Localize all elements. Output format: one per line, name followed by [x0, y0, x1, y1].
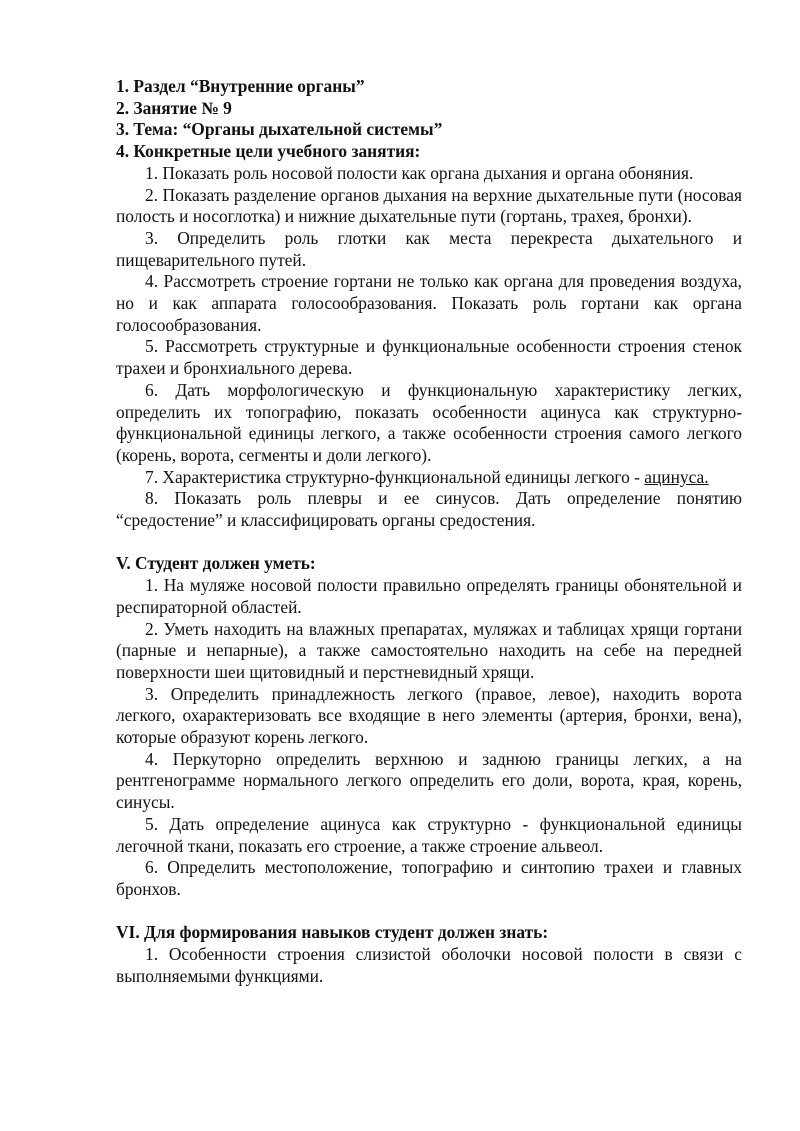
skill-item-5: 5. Дать определение ацинуса как структурно - функциональной единицы легочной ткани, показать его строение, а также строение альвеол. — [116, 813, 742, 856]
goal-item-7-underlined: ацинуса. — [644, 466, 709, 487]
skill-item-3: 3. Определить принадлежность легкого (правое, левое), находить ворота легкого, охарактеризовать все входящие в него элементы (артерия, бронхи, вена), которые образуют корень легкого. — [116, 683, 742, 748]
goal-item-6: 6. Дать морфологическую и функциональную характеристику легких, определить их топографию, показать особенности ацинуса как структурно-функциональной единицы легкого, а также особенности строения самого легкого (корень, ворота, сегменты и доли легкого). — [116, 379, 742, 465]
goal-item-1: 1. Показать роль носовой полости как органа дыхания и органа обоняния. — [145, 162, 694, 183]
goal-item-7-text: 7. Характеристика структурно-функциональной единицы легкого - — [145, 466, 645, 487]
goal-item-7 — [116, 467, 742, 489]
goal-item-2: 2. Показать разделение органов дыхания на верхние дыхательные пути (носовая полость и носоглотка) и нижние дыхательные пути (гортань, трахея, бронхи). — [116, 184, 742, 227]
lesson-number-heading: 2. Занятие № 9 — [116, 97, 232, 118]
spacer — [116, 532, 742, 554]
knowledge-item-1: 1. Особенности строения слизистой оболочки носовой полости в связи с выполняемыми функциями. — [116, 944, 742, 986]
skill-item-1: 1. На муляже носовой полости правильно определять границы обонятельной и респираторной областей. — [116, 575, 742, 617]
skill-item-6: 6. Определить местоположение, топографию и синтопию трахеи и главных бронхов. — [116, 857, 742, 899]
goals-heading: 4. Конкретные цели учебного занятия: — [116, 141, 421, 162]
goal-item-4: 4. Рассмотреть строение гортани не только как органа для проведения воздуха, но и как аппарата голосообразования. Показать роль гортани как органа голосообразования. — [116, 271, 742, 335]
skills-heading: V. Студент должен уметь: — [116, 553, 316, 574]
skill-item-4: 4. Перкуторно определить верхнюю и заднюю границы легких, а на рентгенограмме нормального легкого определить его доли, ворота, края, корень, синусы. — [116, 748, 742, 813]
goal-item-5: 5. Рассмотреть структурные и функциональные особенности строения стенок трахеи и бронхиального дерева. — [116, 336, 742, 379]
knowledge-heading: VI. Для формирования навыков студент должен знать: — [116, 922, 549, 943]
document-body — [116, 76, 742, 988]
section-number-heading: 1. Раздел “Внутренние органы” — [116, 76, 365, 96]
goal-item-8: 8. Показать роль плевры и ее синусов. Дать определение понятию “средостение” и классифицировать органы средостения. — [116, 488, 742, 531]
spacer — [116, 901, 742, 923]
topic-heading: 3. Тема: “Органы дыхательной системы” — [116, 119, 443, 140]
goal-item-3: 3. Определить роль глотки как места перекреста дыхательного и пищеварительного путей. — [116, 227, 742, 270]
skill-item-2: 2. Уметь находить на влажных препаратах, муляжах и таблицах хрящи гортани (парные и непарные), а также самостоятельно находить на себе на передней поверхности шеи щитовидный и перстневидный хрящи. — [116, 618, 742, 682]
